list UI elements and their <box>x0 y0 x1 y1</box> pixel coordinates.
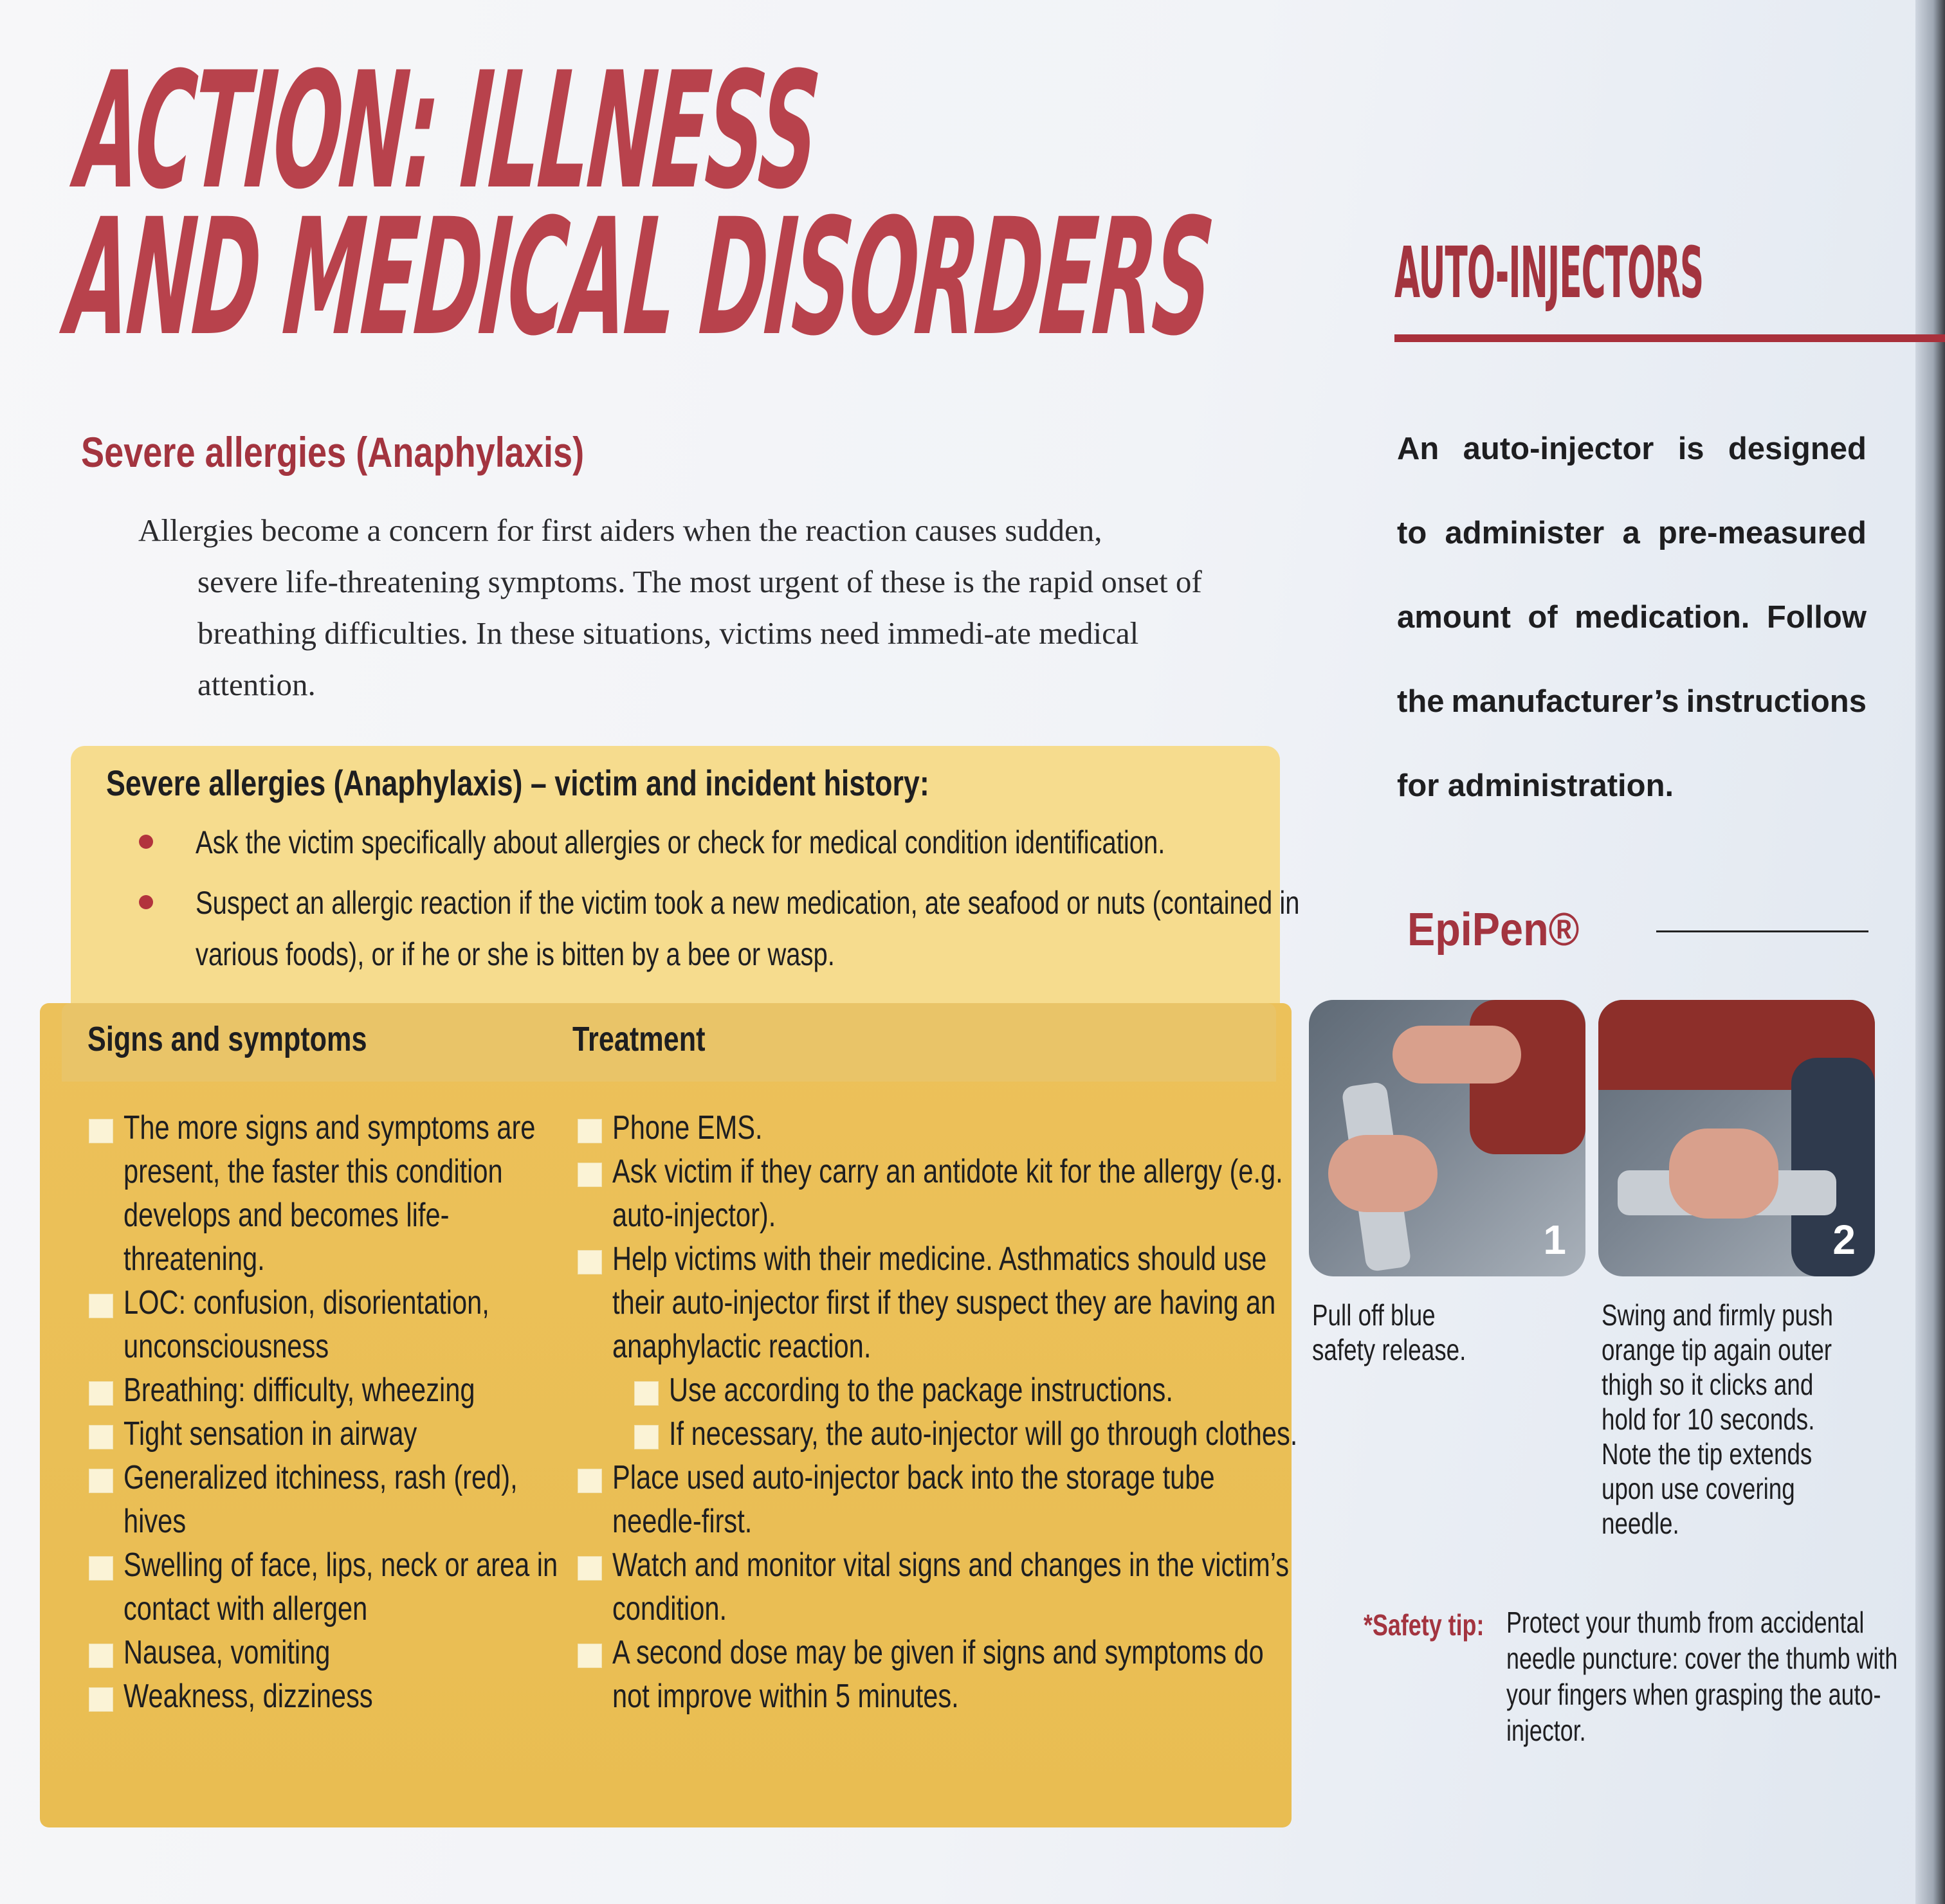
treatment-header: Treatment <box>572 1020 706 1058</box>
sign-row <box>84 1543 572 1631</box>
caption-text: Swing and firmly push orange tip again outer thigh so it clicks and hold for 10 seconds. Note the tip extends upon use covering needle. <box>1602 1298 1833 1540</box>
sign-text: Breathing: difficulty, wheezing <box>123 1372 475 1409</box>
heading-rule <box>1394 334 1945 342</box>
checkbox-icon[interactable] <box>634 1425 659 1449</box>
checkbox-icon[interactable] <box>89 1469 113 1493</box>
epipen-step-2-photo <box>1598 1000 1875 1276</box>
checkbox-icon[interactable] <box>578 1556 602 1581</box>
history-item <box>129 877 1300 980</box>
epipen-step-1-photo <box>1309 1000 1585 1276</box>
section-heading: Severe allergies (Anaphylaxis) <box>81 428 585 476</box>
signs-header: Signs and symptoms <box>87 1020 367 1058</box>
word: a <box>1622 516 1640 550</box>
paragraph-line <box>1397 682 1867 766</box>
sign-row <box>84 1456 572 1543</box>
word: Follow <box>1766 600 1867 635</box>
bullet-icon <box>139 835 153 849</box>
treatment-row <box>572 1150 1299 1237</box>
word: the <box>1397 684 1445 719</box>
auto-injector-paragraph <box>1397 430 1867 851</box>
treatment-text: A second dose may be given if signs and symptoms do not improve within 5 minutes. <box>612 1634 1264 1715</box>
epipen-rule <box>1656 930 1868 932</box>
sign-row <box>84 1106 572 1281</box>
history-list <box>129 817 1300 989</box>
word: for administration. <box>1397 768 1674 803</box>
treatment-text: Ask victim if they carry an antidote kit for the allergy (e.g. auto-injector). <box>612 1153 1283 1234</box>
step-2-number: 2 <box>1832 1217 1856 1263</box>
word: designed <box>1728 431 1867 466</box>
checkbox-icon[interactable] <box>89 1425 113 1449</box>
sign-text: LOC: confusion, disorientation, unconsciousness <box>123 1284 489 1365</box>
treatment-subrow <box>572 1368 1299 1412</box>
sign-text: Swelling of face, lips, neck or area in contact with allergen <box>123 1546 558 1627</box>
word: medication. <box>1575 600 1750 635</box>
paragraph-line <box>1397 430 1867 514</box>
history-title: Severe allergies (Anaphylaxis) – victim and incident history: <box>106 763 929 803</box>
sign-row <box>84 1281 572 1368</box>
hand-shape <box>1328 1135 1438 1212</box>
page-title-line-2: AND MEDICAL DISORDERS <box>61 184 1217 371</box>
sign-row <box>84 1368 572 1412</box>
word: administer <box>1445 516 1605 550</box>
history-item-text: Suspect an allergic reaction if the victim took a new medication, ate seafood or nuts (contained in various foods), or if he or she is bitten by a bee or wasp. <box>196 885 1300 972</box>
history-item-text: Ask the victim specifically about allergies or check for medical condition identification. <box>196 824 1165 860</box>
paragraph-line <box>1397 598 1867 682</box>
sign-text: The more signs and symptoms are present, the faster this condition develops and becomes life-threatening. <box>123 1109 536 1278</box>
treatment-row <box>572 1106 1299 1150</box>
checkbox-icon[interactable] <box>578 1469 602 1493</box>
auto-injectors-heading: AUTO-INJECTORS <box>1394 231 1704 314</box>
checkbox-icon[interactable] <box>89 1119 113 1143</box>
sign-row <box>84 1674 572 1718</box>
treatment-text: If necessary, the auto-injector will go through clothes. <box>669 1415 1298 1453</box>
checkbox-icon[interactable] <box>578 1644 602 1668</box>
sign-row <box>84 1631 572 1674</box>
epipen-heading: EpiPen® <box>1407 904 1580 956</box>
word: An <box>1397 431 1439 466</box>
checkbox-icon[interactable] <box>89 1294 113 1318</box>
signs-column <box>84 1106 572 1718</box>
word: to <box>1397 516 1427 550</box>
checkbox-icon[interactable] <box>89 1381 113 1406</box>
intro-first-line: Allergies become a concern for first aiders when the reaction causes sudden, <box>138 512 1102 548</box>
page-title-line-1: ACTION: ILLNESS <box>71 37 823 224</box>
treatment-column <box>572 1106 1299 1718</box>
hand-shape <box>1669 1129 1778 1219</box>
paragraph-line <box>1397 766 1867 851</box>
hand-shape <box>1393 1026 1521 1083</box>
checkbox-icon[interactable] <box>89 1644 113 1668</box>
paragraph-line <box>1397 514 1867 598</box>
sign-text: Generalized itchiness, rash (red), hives <box>123 1459 518 1540</box>
step-1-caption <box>1312 1298 1544 1367</box>
treatment-row <box>572 1456 1299 1543</box>
word: of <box>1528 600 1558 635</box>
page-title <box>61 37 1217 371</box>
word: amount <box>1397 600 1511 635</box>
step-1-number: 1 <box>1543 1217 1566 1263</box>
sign-text: Weakness, dizziness <box>123 1678 373 1715</box>
bullet-icon <box>139 895 153 909</box>
intro-rest: severe life-threatening symptoms. The most urgent of these is the rapid onset of breathing difficulties. In these situations, victims need immedi-ate medical attention. <box>197 564 1202 702</box>
word: auto-injector <box>1463 431 1654 466</box>
sign-text: Tight sensation in airway <box>123 1415 417 1453</box>
treatment-subrow <box>572 1412 1299 1456</box>
history-item <box>129 817 1286 868</box>
checkbox-icon[interactable] <box>634 1381 659 1406</box>
caption-text: Pull off blue safety release. <box>1312 1298 1466 1366</box>
sign-text: Nausea, vomiting <box>123 1634 331 1671</box>
word: instructions <box>1686 684 1867 719</box>
intro-paragraph <box>138 505 1245 711</box>
checkbox-icon[interactable] <box>578 1119 602 1143</box>
word: manufacturer’s <box>1451 684 1679 719</box>
safety-tip-label: *Safety tip: <box>1364 1608 1484 1642</box>
treatment-text: Phone EMS. <box>612 1109 763 1147</box>
safety-tip-text: Protect your thumb from accidental needle puncture: cover the thumb with your fingers when grasping the auto-injector. <box>1506 1606 1898 1747</box>
step-2-caption <box>1602 1298 1923 1541</box>
checkbox-icon[interactable] <box>578 1250 602 1274</box>
treatment-text: Help victims with their medicine. Asthmatics should use their auto-injector first if they suspect they are having an anaphylactic reaction. <box>612 1240 1276 1365</box>
checkbox-icon[interactable] <box>89 1556 113 1581</box>
binding-edge <box>1915 0 1945 1904</box>
checkbox-icon[interactable] <box>89 1687 113 1712</box>
treatment-row <box>572 1237 1299 1368</box>
treatment-text: Use according to the package instructions. <box>669 1372 1173 1409</box>
treatment-text: Watch and monitor vital signs and changes in the victim’s condition. <box>612 1546 1290 1627</box>
word: pre-measured <box>1657 516 1867 550</box>
treatment-text: Place used auto-injector back into the storage tube needle-first. <box>612 1459 1215 1540</box>
treatment-row <box>572 1543 1299 1631</box>
treatment-row <box>572 1631 1299 1718</box>
sign-row <box>84 1412 572 1456</box>
word: is <box>1677 431 1704 466</box>
checkbox-icon[interactable] <box>578 1163 602 1187</box>
